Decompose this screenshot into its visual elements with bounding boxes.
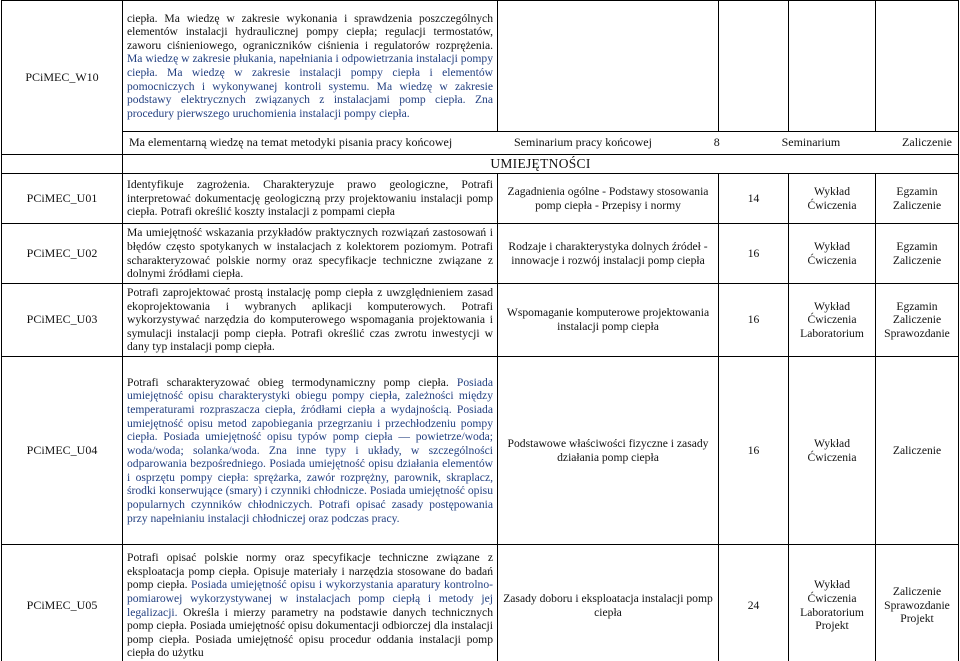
class-form-item: Ćwiczenia bbox=[807, 198, 857, 212]
class-form-item: Wykład bbox=[813, 299, 850, 313]
seminar-text: Ma elementarną wiedzę na temat metodyki pisania pracy końcowej bbox=[129, 135, 453, 150]
hours-count: 24 bbox=[719, 545, 789, 661]
outcome-description bbox=[123, 1, 498, 132]
assessment-item: Egzamin bbox=[896, 239, 938, 253]
assessment-item: Zaliczenie bbox=[892, 253, 942, 267]
outcome-row bbox=[2, 284, 959, 357]
assessment-methods bbox=[876, 224, 959, 284]
class-form-item: Wykład bbox=[813, 184, 850, 198]
section-title: UMIEJĘTNOŚCI bbox=[123, 155, 959, 174]
outcome-row bbox=[2, 357, 959, 545]
empty-cell bbox=[876, 1, 959, 132]
course-name: Zasady doboru i eksploatacja instalacji pomp ciepła bbox=[498, 545, 719, 661]
outcome-description bbox=[123, 284, 498, 357]
class-form-item: Laboratorium bbox=[800, 605, 864, 619]
outcome-description bbox=[123, 224, 498, 284]
empty-cell bbox=[789, 1, 876, 132]
section-header-row bbox=[2, 155, 959, 174]
outcome-row bbox=[2, 545, 959, 661]
hours-count: 14 bbox=[719, 174, 789, 224]
course-name: Rodzaje i charakterystyka dolnych źródeł - innowacje i rozwój instalacji pomp ciepła bbox=[498, 224, 719, 284]
assessment-item: Sprawozdanie bbox=[884, 326, 950, 340]
assessment-item: Projekt bbox=[900, 612, 934, 626]
description-segment: Potrafi zaprojektować prostą instalację pomp ciepła z uwzględnieniem zasad ekoprojektowania i wybranych aplikacji komputerowych. Potrafi wykorzystywać narzędzia do komputerowego wspomagania projektowania i symulacji instalacji pomp ciepła. Potrafi określić czas zwrotu inwestycji w dany typ instalacji pomp ciepła. bbox=[127, 286, 493, 354]
assessment-methods bbox=[876, 284, 959, 357]
course-name: Wspomaganie komputerowe projektowania instalacji pomp ciepła bbox=[498, 284, 719, 357]
assessment-methods bbox=[876, 174, 959, 224]
outcome-row bbox=[2, 224, 959, 284]
empty-cell bbox=[2, 155, 123, 174]
outcome-row bbox=[2, 174, 959, 224]
assessment-item: Zaliczenie bbox=[892, 443, 942, 457]
outcome-code: PCiMEC_U03 bbox=[2, 284, 123, 357]
assessment-item: Zaliczenie bbox=[892, 313, 942, 327]
description-segment: Potrafi scharakteryzować obieg termodynamiczny pomp ciepła. bbox=[127, 375, 449, 389]
hours-count: 16 bbox=[719, 357, 789, 545]
assessment-item: Egzamin bbox=[896, 184, 938, 198]
outcome-code: PCiMEC_W10 bbox=[2, 1, 123, 155]
description-segment: ciepła. Ma wiedzę w zakresie wykonania i sprawdzenia poszczególnych elementów instalacji hydraulicznej pompy ciepła; regulacji termostatów, zaworu ciśnieniowego, ograniczników ciśnienia i regulatorów rozprężenia. bbox=[127, 11, 493, 52]
description-segment: Identyfikuje zagrożenia. Charakteryzuje prawo geologiczne, Potrafi interpretować dokumentację geologiczną przy projektowaniu instalacji pomp ciepła. Potrafi określić koszty instalacji z pompami ciepła bbox=[127, 178, 493, 219]
hours-count: 16 bbox=[719, 284, 789, 357]
outcome-code: PCiMEC_U05 bbox=[2, 545, 123, 661]
outcome-code: PCiMEC_U01 bbox=[2, 174, 123, 224]
assessment-item: Zaliczenie bbox=[892, 585, 942, 599]
empty-cell bbox=[498, 1, 719, 132]
course-name: Zagadnienia ogólne - Podstawy stosowania pomp ciepła - Przepisy i normy bbox=[498, 174, 719, 224]
seminar-cell bbox=[123, 132, 959, 155]
class-form-item: Ćwiczenia bbox=[807, 591, 857, 605]
seminar-hours: 8 bbox=[713, 135, 720, 150]
description-segment: Określa i mierzy parametry na podstawie danych technicznych pomp ciepła. Posiada umiejętność opisu dokumentacji odbiorczej dla instalacji pomp ciepła. Posiada umiejętność opisu procedur oddania instalacji pomp ciepła do użytku bbox=[127, 605, 493, 660]
class-form-item: Wykład bbox=[813, 436, 850, 450]
learning-outcomes-table bbox=[1, 0, 959, 661]
class-forms bbox=[789, 224, 876, 284]
class-forms bbox=[789, 545, 876, 661]
description-segment: Posiada umiejętność opisu charakterystyki obiegu pompy ciepła, zależności między temperaturami rozpraszacza ciepła, źródłami ciepła a wydajnością. Posiada umiejętność opisu metod zapobiegania przegrzaniu i przechłodzeniu pompy ciepła. Posiada umiejętność opisu typów pomp ciepła — powietrze/woda; woda/woda; solanka/woda. Zna inne typy i układy, w szczególności odparowania bezpośredniego. Posiada umiejętność opisu działania elementów i osprzętu pompy ciepła: sprężarka, zawór rozprężny, parownik, skraplacz, środki konserwujące (smary) i czynniki chłodnicze. Posiada umiejętność opisu popularnych czynników chłodniczych. Potrafi opisać zasady postępowania przy napełnianiu instalacji chłodniczej oraz podczas pracy. bbox=[127, 375, 493, 525]
empty-cell bbox=[719, 1, 789, 132]
description-segment: Ma umiejętność wskazania przykładów praktycznych rozwiązań zastosowań i błędów często spotykanych w instalacjach z kolektorem poziomym. Potrafi scharakteryzować polskie normy oraz specyfikacje techniczne związane z dolnymi źródłami ciepła. bbox=[127, 226, 493, 281]
class-form-item: Laboratorium bbox=[800, 326, 864, 340]
description-segment: Posiada umiejętność opisu i wykorzystania aparatury kontrolno-pomiarowej wykorzystywanej w instalacjach pomp ciepłą i metody jej legalizacji. bbox=[127, 578, 493, 619]
assessment-item: Sprawozdanie bbox=[884, 598, 950, 612]
assessment-methods bbox=[876, 545, 959, 661]
seminar-course: Seminarium pracy końcowej bbox=[514, 135, 652, 150]
description-segment: Ma wiedzę w zakresie płukania, napełniania i odpowietrzania instalacji pompy ciepła. Ma wiedzę w zakresie instalacji pompy ciepła i elementów pomocniczych i wykonywanej kontroli systemu. Ma wiedzę w zakresie podstawy elektrycznych związanych z instalacjami pomp ciepła. Zna procedury pierwszego uruchomienia instalacji pompy ciepła. bbox=[127, 52, 493, 120]
outcome-description bbox=[123, 174, 498, 224]
assessment-item: Egzamin bbox=[896, 299, 938, 313]
assessment-methods bbox=[876, 357, 959, 545]
outcome-description bbox=[123, 357, 498, 545]
class-forms bbox=[789, 357, 876, 545]
class-forms bbox=[789, 284, 876, 357]
seminar-assessment: Zaliczenie bbox=[902, 135, 952, 150]
class-form-item: Ćwiczenia bbox=[807, 253, 857, 267]
hours-count: 16 bbox=[719, 224, 789, 284]
class-form-item: Wykład bbox=[813, 239, 850, 253]
course-name: Podstawowe właściwości fizyczne i zasady działania pomp ciepła bbox=[498, 357, 719, 545]
class-form-item: Ćwiczenia bbox=[807, 313, 857, 327]
class-form-item: Wykład bbox=[813, 578, 850, 592]
description-segment: Potrafi opisać polskie normy oraz specyfikacje techniczne związane z eksploatacja pomp ciepła. Opisuje materiały i narzędzia stosowane do badań pomp ciepła. bbox=[127, 551, 493, 592]
assessment-item: Zaliczenie bbox=[892, 198, 942, 212]
outcome-code: PCiMEC_U02 bbox=[2, 224, 123, 284]
outcome-code: PCiMEC_U04 bbox=[2, 357, 123, 545]
class-form-item: Projekt bbox=[815, 619, 849, 633]
seminar-row bbox=[2, 132, 959, 155]
outcome-description bbox=[123, 545, 498, 661]
outcome-row-w10 bbox=[2, 1, 959, 132]
seminar-form: Seminarium bbox=[781, 135, 841, 150]
class-forms bbox=[789, 174, 876, 224]
class-form-item: Ćwiczenia bbox=[807, 450, 857, 464]
